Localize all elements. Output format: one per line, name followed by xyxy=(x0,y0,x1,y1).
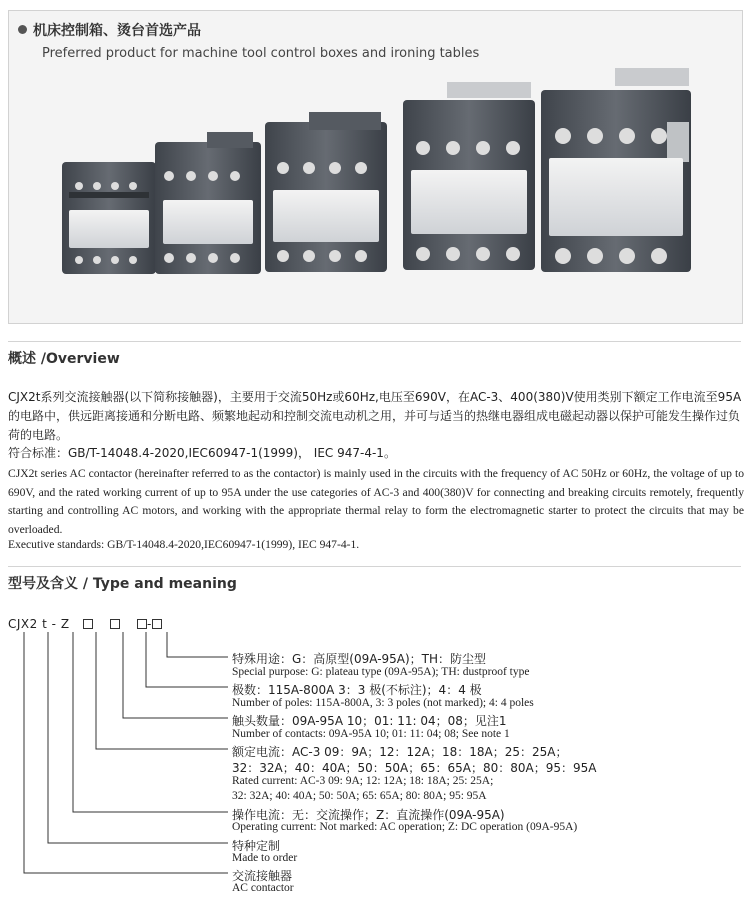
overview-text-en: CJX2t series AC contactor (hereinafter referred to as the contactor) is mainly used in the circuits with the frequency of AC 50Hz or 60Hz, the voltage of up to 690V, and the rated working current of up to 95A under the use categories of AC-3 and 400(380)V for connecting and breaking circuits remotely, frequently starting and controlling AC motors, and working with the appropriate thermal relay to form the electromagnetic starter to protect the circuits that may be overloaded. xyxy=(8,467,744,536)
desc-ac-contactor-en: AC contactor xyxy=(232,882,294,894)
type-meaning-heading: 型号及含义 / Type and meaning xyxy=(8,576,237,592)
desc-special-en: Special purpose: G: plateau type (09A-95A); TH: dustproof type xyxy=(232,666,530,678)
connector-contacts xyxy=(123,632,228,718)
desc-ac-contactor-cn: 交流接触器 xyxy=(232,869,293,883)
code-dash: - xyxy=(51,617,57,631)
desc-operating-cn: 操作电流：无：交流操作；Z：直流操作(09A-95A) xyxy=(232,808,505,822)
desc-current-en-2: 32: 32A; 40: 40A; 50: 50A; 65: 65A; 80: 80A; 95: 95A xyxy=(232,790,487,802)
desc-poles-cn: 极数：115A-800A 3：3 极(不标注)；4：4 极 xyxy=(232,683,482,697)
desc-made-to-order-en: Made to order xyxy=(232,852,298,864)
desc-current-cn: 额定电流：AC-3 09：9A；12：12A；18：18A；25：25A； xyxy=(232,745,568,759)
banner-title-en: Preferred product for machine tool control boxes and ironing tables xyxy=(42,46,480,61)
desc-operating-en: Operating current: Not marked: AC operation; Z: DC operation (09A-95A) xyxy=(232,821,578,833)
connector-ac-contactor xyxy=(24,632,228,873)
connector-poles xyxy=(146,632,228,687)
banner-title-text: 机床控制箱、烫台首选产品 xyxy=(33,23,201,39)
desc-made-to-order-cn: 特种定制 xyxy=(232,839,281,853)
desc-current-en: Rated current: AC-3 09: 9A; 12: 12A; 18: 18A; 25: 25A; xyxy=(232,775,494,787)
code-z: Z xyxy=(60,617,70,631)
overview-text-cn: CJX2t系列交流接触器(以下简称接触器)，主要用于交流50Hz或60Hz,电压至690V，在AC-3、400(380)V使用类别下额定工作电流至95A的电路中，供远距离接通和分断电路、频繁地起动和控制交流电动机之用，并可与适当的热继电器组成电磁起动器以保护可能发生操作过负荷的电路。 xyxy=(8,390,742,442)
overview-heading: 概述 /Overview xyxy=(8,351,120,367)
connector-special xyxy=(167,632,228,657)
desc-contacts-cn: 触头数量：09A-95A 10；01: 11: 04；08；见注1 xyxy=(232,714,507,728)
code-dash: - xyxy=(147,617,152,631)
overview-standards-en: Executive standards: GB/T-14048.4-2020,IEC60947-1(1999), IEC 947-4-1. xyxy=(8,538,360,551)
overview-standards-cn: 符合标准：GB/T-14048.4-2020,IEC60947-1(1999)， IEC 947-4-1。 xyxy=(8,446,396,460)
desc-current-cn-2: 32：32A；40：40A；50：50A；65：65A；80：80A；95：95A xyxy=(232,761,597,775)
code-prefix: CJX2 xyxy=(8,617,38,631)
code-t: t xyxy=(42,617,48,631)
desc-contacts-en: Number of contacts: 09A-95A 10; 01: 11: 04; 08; See note 1 xyxy=(232,728,510,740)
desc-poles-en: Number of poles: 115A-800A, 3: 3 poles (not marked); 4: 4 poles xyxy=(232,697,534,709)
connector-made-to-order xyxy=(48,632,228,843)
desc-special-cn: 特殊用途：G：高原型(09A-95A)；TH：防尘型 xyxy=(232,652,487,666)
connector-current xyxy=(96,632,228,749)
